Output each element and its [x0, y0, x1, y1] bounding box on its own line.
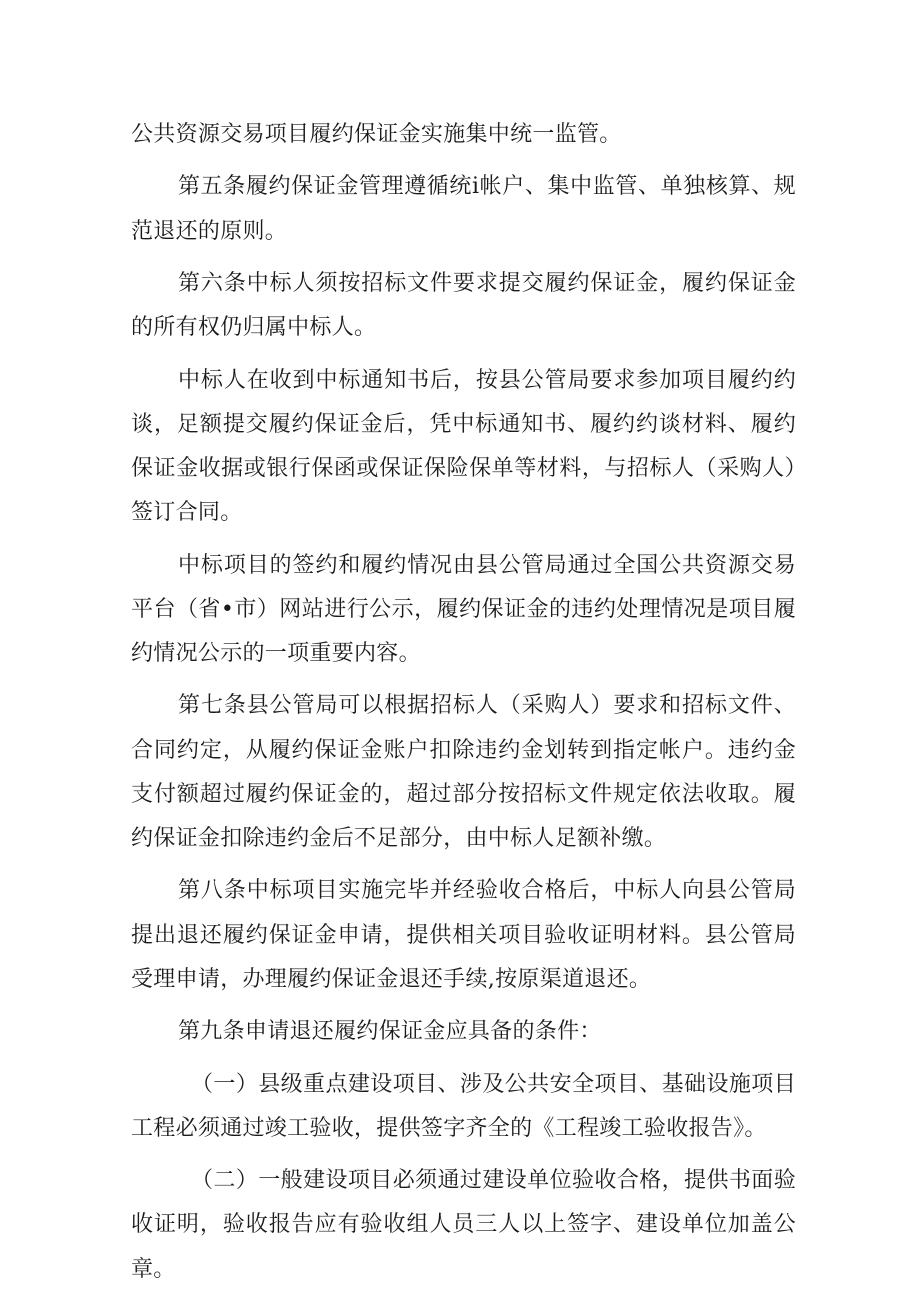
paragraph-article-5: 第五条履约保证金管理遵循统i帐户、集中监管、单独核算、规范退还的原则。 [131, 174, 796, 244]
paragraph-condition-2: （二）一般建设项目必须通过建设单位验收合格，提供书面验收证明，验收报告应有验收组人员三人以上签字、建设单位加盖公章。 [131, 1168, 796, 1282]
paragraph-article-8: 第八条中标项目实施完毕并经验收合格后，中标人向县公管局提出退还履约保证金申请，提供相关项目验收证明材料。县公管局受理申请，办理履约保证金退还手续,按原渠道退还。 [131, 878, 796, 992]
document-body [131, 113, 796, 1300]
paragraph-article-9: 第九条申请退还履约保证金应具备的条件： [178, 1019, 602, 1045]
paragraph-continuation: 公共资源交易项目履约保证金实施集中统一监管。 [131, 122, 622, 147]
paragraph-contract-signing: 中标人在收到中标通知书后，按县公管局要求参加项目履约约谈，足额提交履约保证金后，凭中标通知书、履约约谈材料、履约保证金收据或银行保函或保证保险保单等材料，与招标人（采购人）签订合同。 [131, 367, 796, 526]
paragraph-publicity: 中标项目的签约和履约情况由县公管局通过全国公共资源交易平台（省•市）网站进行公示，履约保证金的违约处理情况是项目履约情况公示的一项重要内容。 [131, 552, 796, 666]
paragraph-article-6: 第六条中标人须按招标文件要求提交履约保证金，履约保证金的所有权仍归属中标人。 [131, 270, 796, 341]
paragraph-condition-1: （一）县级重点建设项目、涉及公共安全项目、基础设施项目工程必须通过竣工验收，提供签字齐全的《工程竣工验收报告》。 [131, 1071, 796, 1141]
paragraph-article-7: 第七条县公管局可以根据招标人（采购人）要求和招标文件、合同约定，从履约保证金账户扣除违约金划转到指定帐户。违约金支付额超过履约保证金的，超过部分按招标文件规定依法收取。履约保证金扣除违约金后不足部分，由中标人足额补缴。 [131, 693, 796, 851]
